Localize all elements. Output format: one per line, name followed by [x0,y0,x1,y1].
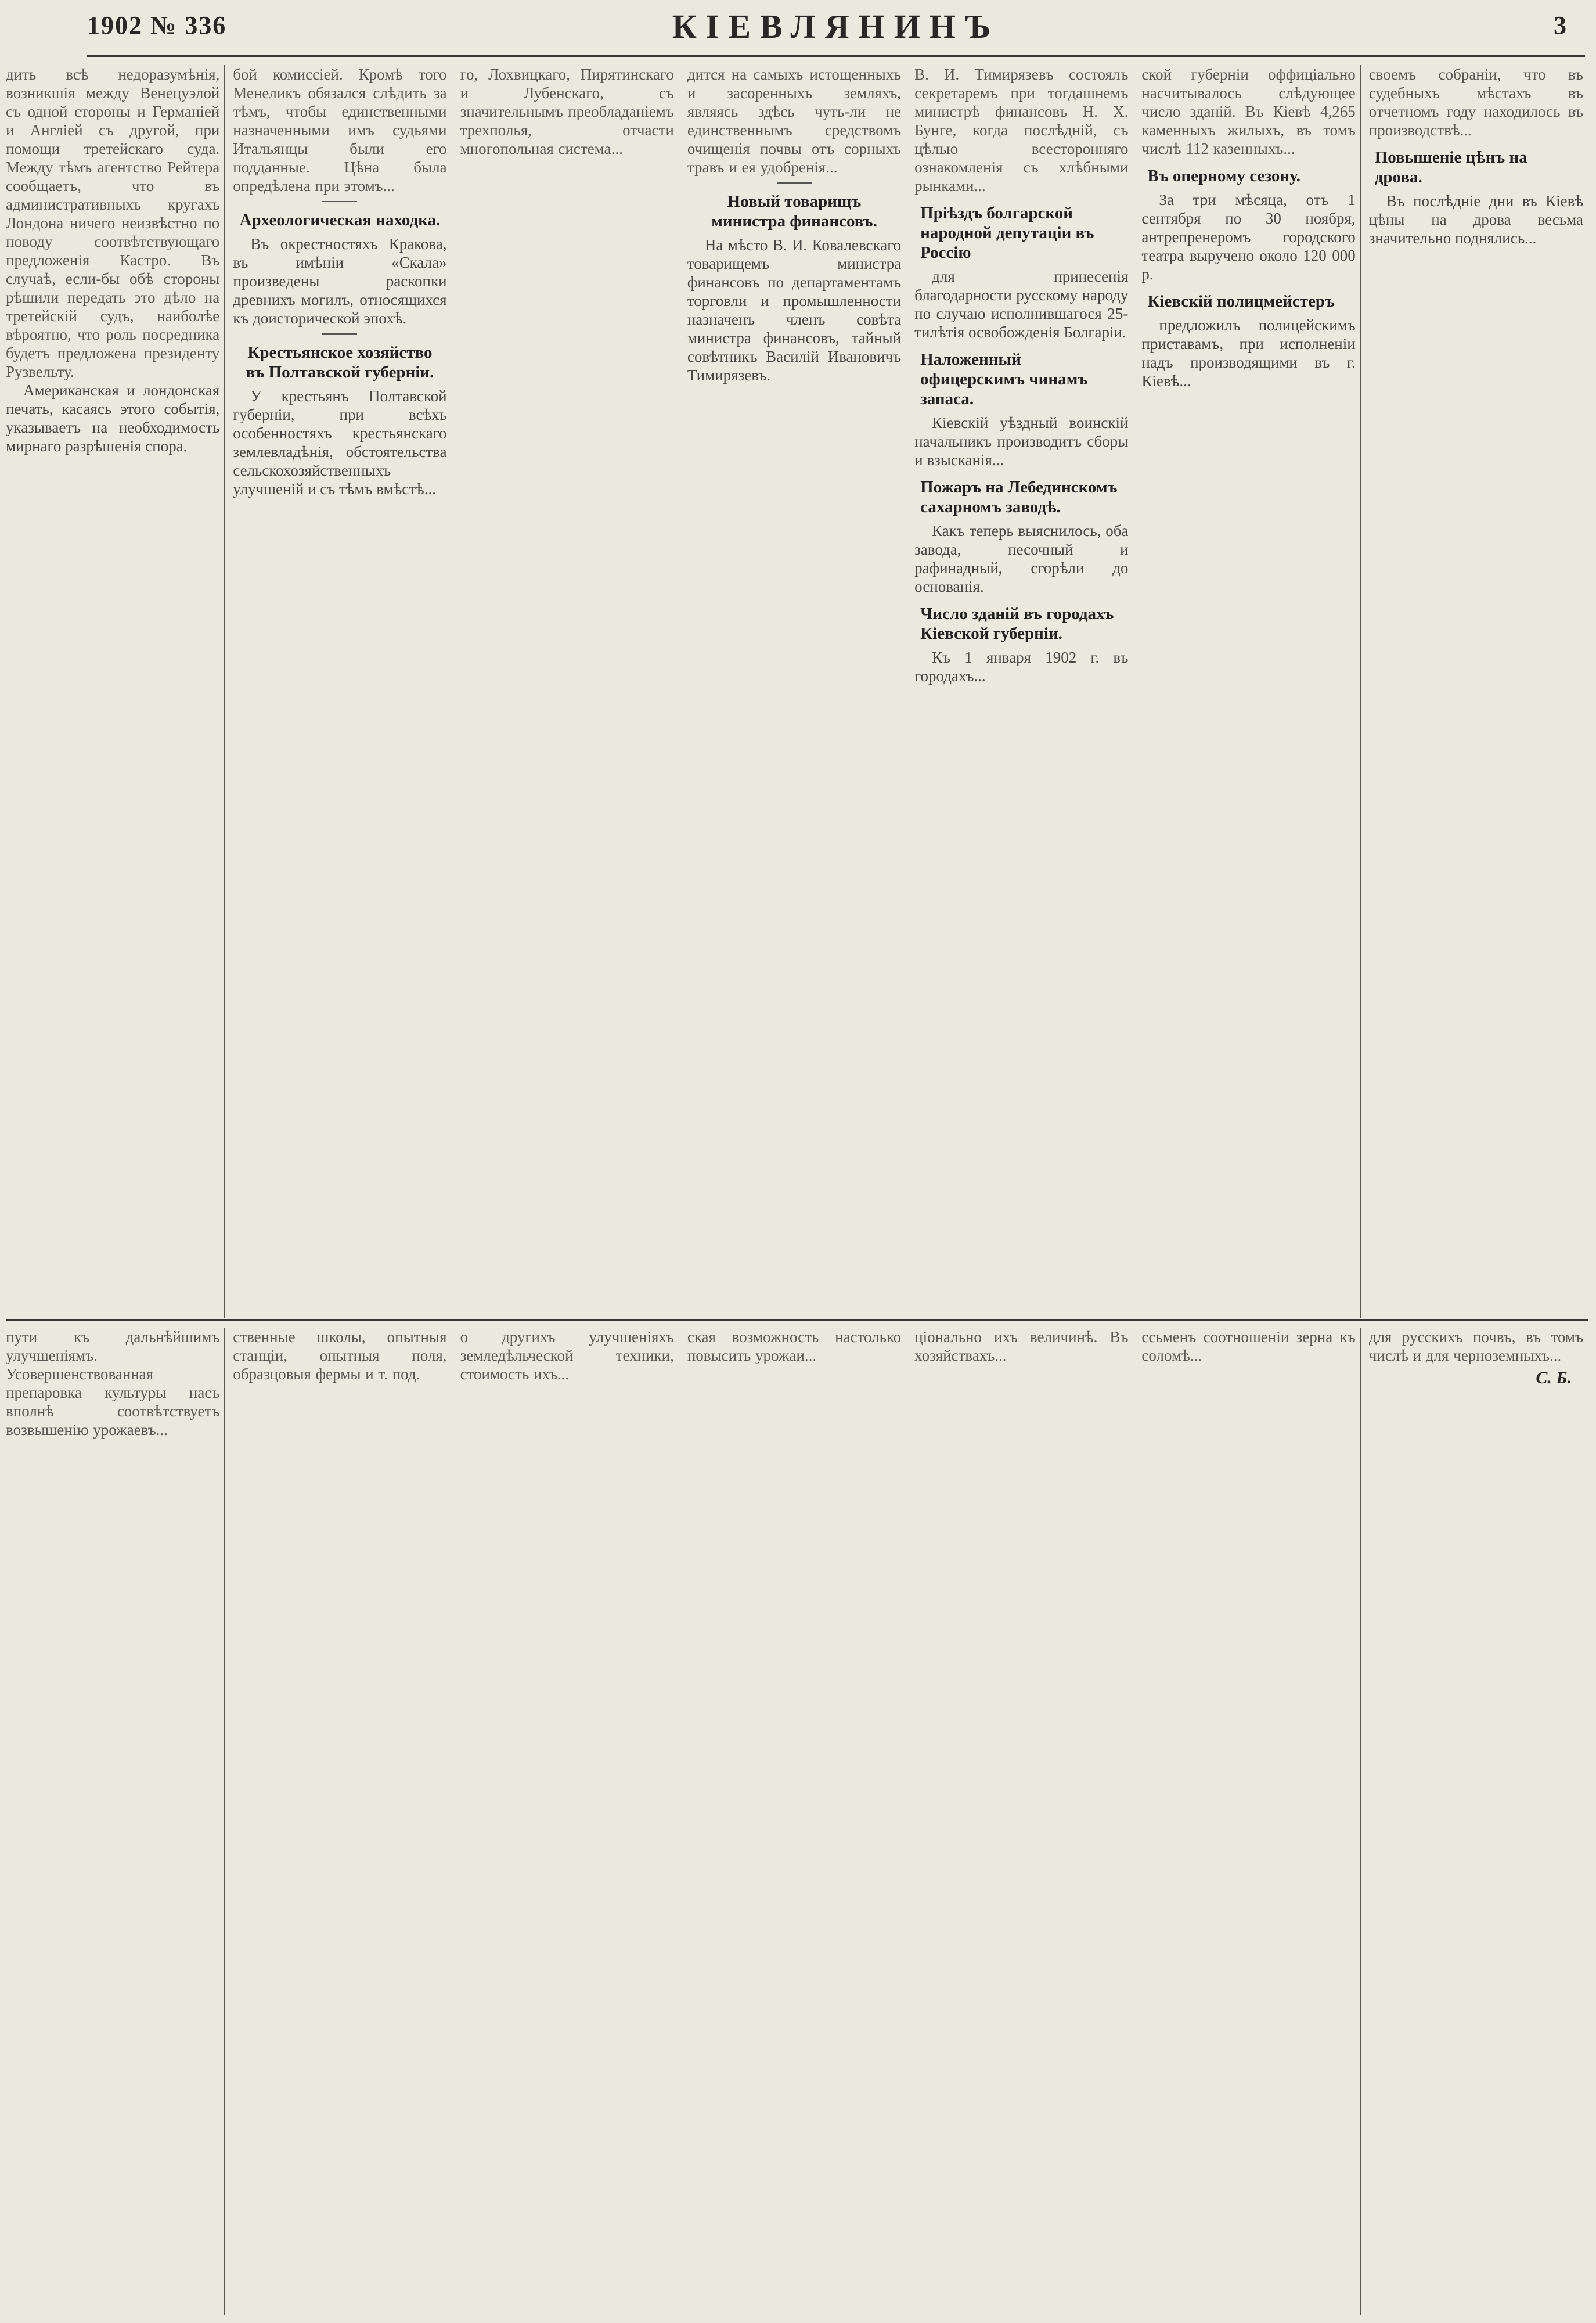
article-text: У крестьянъ Полтавской губерніи, при всѣхъ особенностяхъ крестьянскаго землевладѣнія, обстоятельства сельскохозяйственныхъ улучшеній и съ тѣмъ вмѣстѣ... [233,387,447,498]
masthead [87,5,1585,63]
article-heading: Наложенный офицерскимъ чинамъ запаса. [920,350,1088,408]
top-column-4 [687,65,906,1318]
article-text: го, Лохвицкаго, Пирятинскаго и Лубенскаго, съ значительнымъ преобладаніемъ трехполья, отчасти многопольная система... [460,66,674,157]
article-text: ссьменъ соотношеніи зерна къ соломѣ... [1141,1328,1356,1364]
top-column-3 [460,65,679,1318]
section-divider [6,1319,1588,1321]
issue-number: 1902 № 336 [87,11,227,39]
bottom-column-2 [233,1328,452,2315]
article-text: для принесенія благодарности русскому народу по случаю исполнившагося 25-тилѣтія освобожденія Болгаріи. [914,268,1129,341]
article-text: для русскихъ почвъ, въ томъ числѣ и для черноземныхъ... [1368,1328,1583,1364]
bottom-column-3 [460,1328,679,2315]
article-text: ской губерніи оффиціально насчитывалось слѣдующее число зданій. Въ Кіевѣ 4,265 каменныхъ жилыхъ, въ томъ числѣ 112 казенныхъ... [1141,66,1356,157]
top-column-7 [1369,65,1588,1318]
article-text: ціонально ихъ величинѣ. Въ хозяйствахъ... [914,1328,1129,1364]
article-text: дить всѣ недоразумѣнія, возникшія между Венецуэлой съ одной стороны и Германіей и Англіей съ другой, при помощи третейскаго суда. Между тѣмъ агентство Рейтера сообщаетъ, что въ административныхъ кругахъ Лондона ничего неизвѣстно по поводу соотвѣтствующаго предложенія Кастро. Въ случаѣ, если-бы обѣ стороны рѣшили передать это дѣло на третейскій судъ, наиболѣе вѣроятно, что роль посредника будетъ предложена президенту Рузвельту. [6,66,220,380]
article-text: о другихъ улучшеніяхъ земледѣльческой техники, стоимость ихъ... [460,1328,674,1383]
article-heading: Въ оперному сезону. [1147,167,1300,185]
bottom-column-6 [1141,1328,1360,2315]
article-text: пути къ дальнѣйшимъ улучшеніямъ. Усовершенствованная препаровка культуры насъ вполнѣ соотвѣтствуетъ возвышенію урожаевъ... [6,1328,220,1439]
top-column-2 [233,65,452,1318]
article-heading: Пожаръ на Лебединскомъ сахарномъ заводѣ. [920,478,1118,516]
newspaper-title: КІЕВЛЯНИНЪ [672,8,1000,45]
masthead-rule [87,55,1585,60]
article-heading: Археологическая находка. [239,211,441,229]
article-heading: Новый товарищъ министра финансовъ. [711,192,877,231]
page-number: 3 [1554,11,1568,39]
top-column-5 [914,65,1133,1318]
article-heading: Повышеніе цѣнъ на дрова. [1374,148,1527,186]
author-signature: С. Б. [1536,1368,1572,1387]
article-text: Американская и лондонская печать, касаясь этого событія, указываетъ на необходимость мирнаго разрѣшенія спора. [6,382,220,455]
divider [322,333,357,335]
bottom-column-7 [1369,1328,1588,2315]
article-text: Въ послѣдніе дни въ Кіевѣ цѣны на дрова весьма значительно поднялись... [1368,192,1583,247]
article-text: предложилъ полицейскимъ приставамъ, при исполненіи надъ производящими въ г. Кіевѣ... [1141,317,1356,390]
article-heading: Число зданій въ городахъ Кіевской губерніи. [920,605,1114,643]
article-text: бой комиссіей. Кромѣ того Менеликъ обязался слѣдить за тѣмъ, чтобы единственными назначенными имъ судьями Итальянцы были его подданные. Цѣна была опредѣлена при этомъ... [233,66,447,195]
article-text: ская возможность настолько повысить урожаи... [687,1328,902,1364]
article-text: На мѣсто В. И. Ковалевскаго товарищемъ министра финансовъ по департаментамъ торговли и промышленности назначенъ членъ совѣта министра финансовъ, тайный совѣтникъ Василій Ивановичъ Тимирязевъ. [687,236,902,384]
article-text: За три мѣсяца, отъ 1 сентября по 30 ноября, антрепренеромъ городского театра выручено около 120 000 р. [1141,191,1356,283]
divider [322,201,357,202]
bottom-column-5 [914,1328,1133,2315]
article-text: Къ 1 января 1902 г. въ городахъ... [914,649,1129,685]
bottom-column-1 [6,1328,225,2315]
article-text: ственные школы, опытныя станціи, опытныя поля, образцовыя фермы и т. под. [233,1328,447,1383]
divider [777,182,812,184]
bottom-section [6,1328,1588,2315]
top-column-6 [1141,65,1360,1318]
article-text: Въ окрестностяхъ Кракова, въ имѣніи «Скала» произведены раскопки древнихъ могилъ, относящихся къ доисторической эпохѣ. [233,235,447,327]
article-heading: Пріѣздъ болгарской народной депутаціи въ Россію [920,204,1094,262]
top-section [6,65,1588,1318]
article-text: Кіевскій уѣздный воинскій начальникъ производитъ сборы и взысканія... [914,414,1129,469]
article-heading: Крестьянское хозяйство въ Полтавской губерніи. [246,343,434,382]
top-column-1 [6,65,225,1318]
article-text: своемъ собраніи, что въ судебныхъ мѣстахъ въ отчетномъ году находилось въ производствѣ... [1368,66,1583,139]
article-text: В. И. Тимирязевъ состоялъ секретаремъ при тогдашнемъ министрѣ финансовъ Н. Х. Бунге, когда послѣдній, съ цѣлью всесторонняго ознакомленія съ хлѣбными рынками... [914,66,1129,195]
article-text: Какъ теперь выяснилось, оба завода, песочный и рафинадный, сгорѣли до основанія. [914,522,1129,595]
bottom-column-4 [687,1328,906,2315]
article-heading: Кіевскій полицмейстеръ [1147,292,1335,311]
article-text: дится на самыхъ истощенныхъ и засоренныхъ земляхъ, являясь здѣсь чуть-ли не единственнымъ средствомъ очищенія почвы отъ сорныхъ травъ и ея удобренія... [687,66,902,176]
